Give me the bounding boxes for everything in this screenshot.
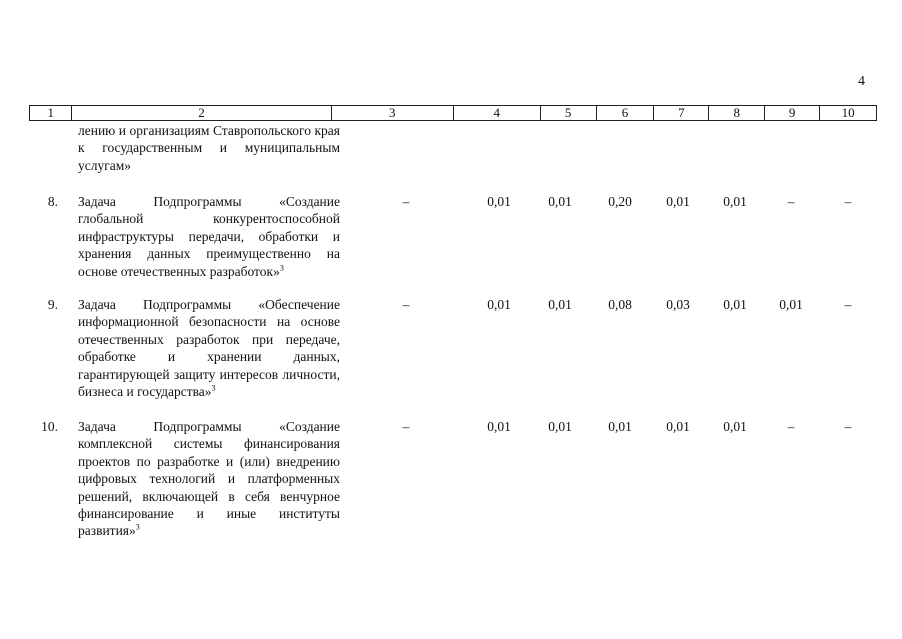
cell-col-10: – — [844, 297, 852, 312]
header-col-8: 8 — [709, 106, 765, 120]
header-col-6: 6 — [597, 106, 655, 120]
cell-col-9: 0,01 — [779, 297, 803, 312]
footnote-mark: 3 — [279, 263, 284, 273]
cell-col-8: 0,01 — [723, 419, 747, 434]
cell-col-7: 0,01 — [666, 419, 690, 434]
cell-col-7: 0,03 — [666, 297, 690, 312]
cell-col-4: 0,01 — [487, 419, 511, 434]
cell-col-10: – — [844, 194, 852, 209]
page-number: 4 — [858, 74, 865, 89]
row-description: Задача Подпрограммы «Обеспечение информационной безопасности на основе отечественных разработок при передаче, обработке и хранении данных, гарантирующей защиту интересов личности, бизнеса и государства»$^3$ — [78, 297, 340, 400]
cell-col-7: 0,01 — [666, 194, 690, 209]
header-col-2: 2 — [72, 106, 331, 120]
row-number: 8. — [47, 194, 58, 209]
cell-col-9: – — [787, 419, 795, 434]
cell-col-3: – — [402, 297, 410, 312]
header-col-4: 4 — [454, 106, 541, 120]
footnote-mark: 3 — [211, 383, 216, 393]
cell-col-6: 0,01 — [608, 419, 632, 434]
row-number: 10. — [41, 419, 58, 434]
header-col-1: 1 — [30, 106, 72, 120]
cell-col-9: – — [787, 194, 795, 209]
continued-row-text: лению и организациям Ставропольского края к государственным и муниципальным услугам» — [78, 123, 340, 173]
cell-col-5: 0,01 — [548, 419, 572, 434]
header-col-10: 10 — [841, 105, 855, 120]
cell-col-6: 0,20 — [608, 194, 632, 209]
header-col-3: 3 — [332, 106, 454, 120]
row-number: 9. — [47, 297, 58, 312]
footnote-mark: 3 — [135, 522, 140, 532]
cell-col-3: – — [402, 194, 410, 209]
cell-col-5: 0,01 — [548, 194, 572, 209]
row-description: Задача Подпрограммы «Создание комплексной системы финансирования проектов по разработке и (или) внедрению цифровых технологий и платформенных решений, включающей в себя венчурное финансирование и иные институты развития»$^3$ — [78, 419, 340, 539]
cell-col-6: 0,08 — [608, 297, 632, 312]
row-description: Задача Подпрограммы «Создание глобальной конкурентоспособной инфраструктуры передачи, обработки и хранения данных преимущественно на основе отечественных разработок»$^3$ — [78, 194, 340, 279]
cell-col-8: 0,01 — [723, 297, 747, 312]
cell-col-5: 0,01 — [548, 297, 572, 312]
cell-col-4: 0,01 — [487, 194, 511, 209]
header-col-9: 9 — [765, 106, 820, 120]
header-col-7: 7 — [654, 106, 709, 120]
cell-col-3: – — [402, 419, 410, 434]
cell-col-4: 0,01 — [487, 297, 511, 312]
table-header — [29, 105, 877, 121]
header-col-5: 5 — [541, 106, 597, 120]
cell-col-8: 0,01 — [723, 194, 747, 209]
cell-col-10: – — [844, 419, 852, 434]
